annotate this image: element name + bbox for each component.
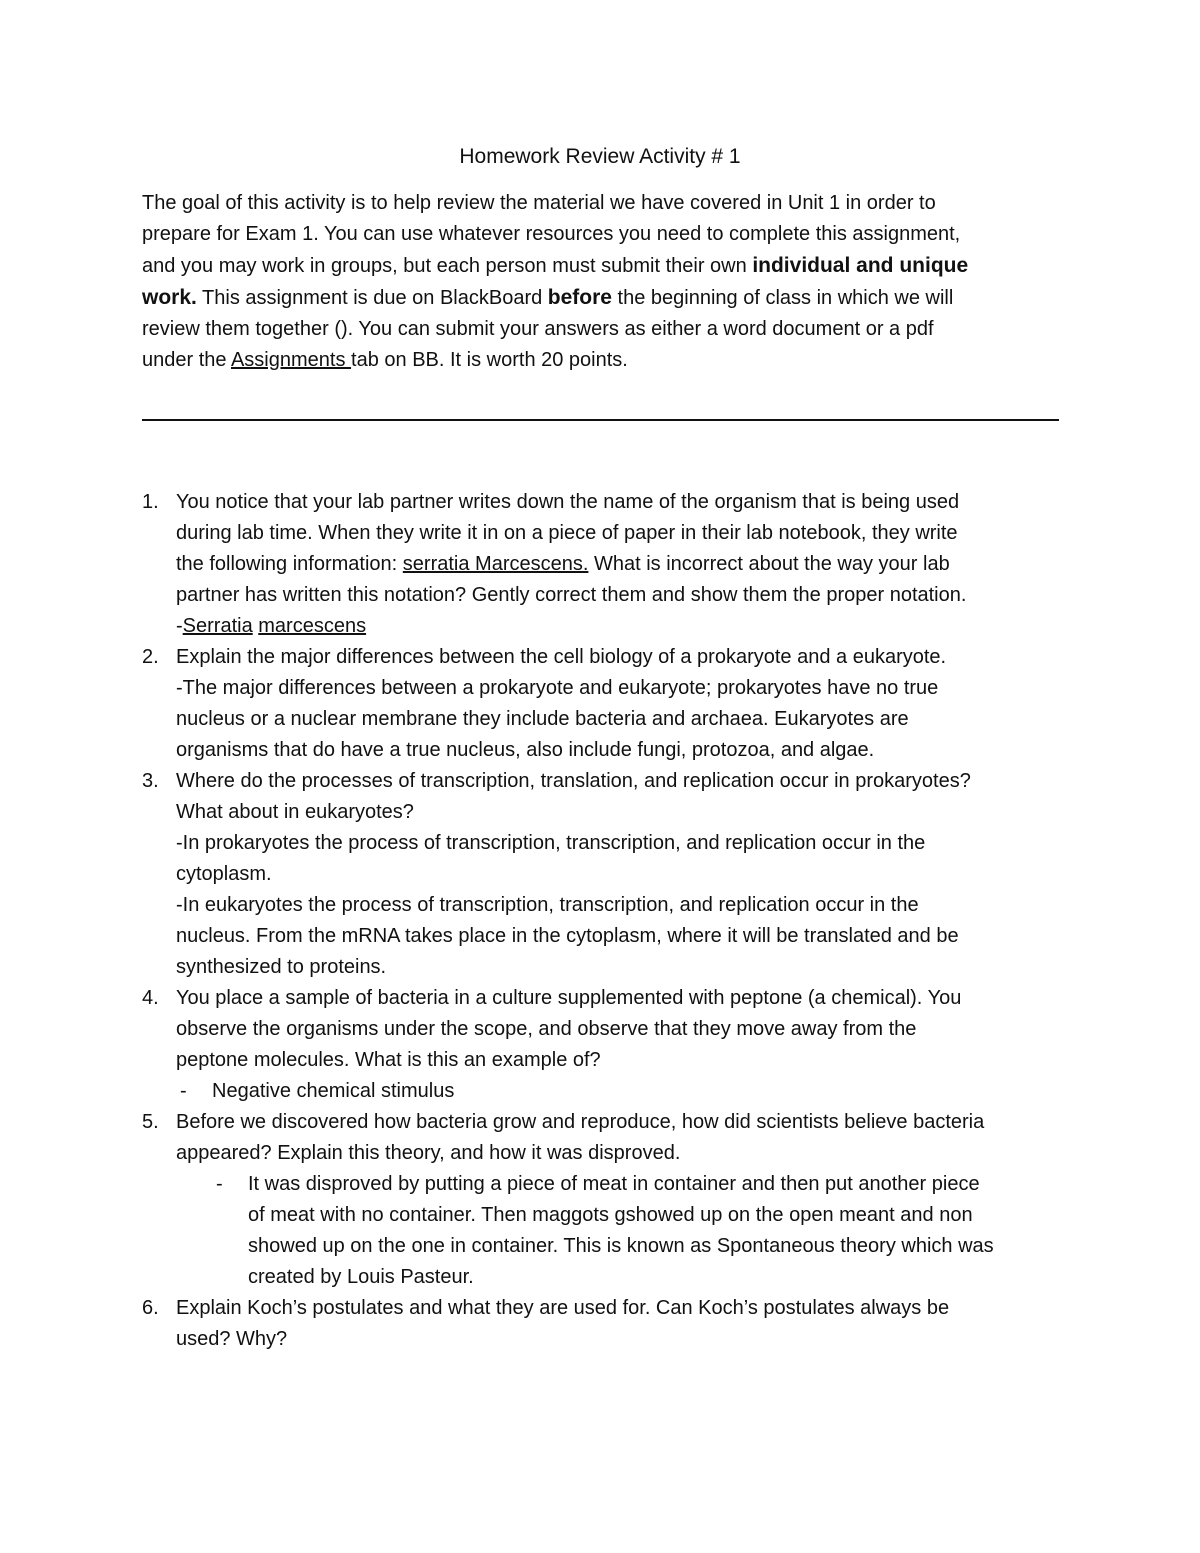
genus-name: Serratia [182, 615, 253, 637]
question-text [176, 549, 1082, 580]
intro-line [142, 188, 1062, 219]
horizontal-divider [142, 419, 1059, 421]
intro-line [142, 314, 1062, 345]
intro-line [142, 250, 1062, 282]
answer-text: of meat with no container. Then maggots gshowed up on the open meant and non [248, 1204, 973, 1226]
question-number: 6. [142, 1297, 159, 1319]
answer-dash: - [176, 615, 183, 637]
answer-text: -In prokaryotes the process of transcription, transcription, and replication occur in the [176, 832, 926, 854]
document-title: Homework Review Activity # 1 [459, 145, 741, 168]
intro-text: prepare for Exam 1. You can use whatever resources you need to complete this assignment, [142, 223, 961, 245]
intro-text: under the [142, 349, 231, 371]
answer-text: organisms that do have a true nucleus, also include fungi, protozoa, and algae. [176, 739, 875, 761]
intro-line [142, 282, 1062, 314]
question-number: 2. [142, 646, 159, 668]
answer-text: cytoplasm. [176, 863, 272, 885]
question-number: 5. [142, 1111, 159, 1133]
question-number: 1. [142, 491, 159, 513]
question-text: observe the organisms under the scope, and observe that they move away from the [176, 1018, 917, 1040]
intro-text: tab on BB. It is worth 20 points. [351, 349, 628, 371]
question-text: during lab time. When they write it in on a piece of paper in their lab notebook, they write [176, 522, 958, 544]
question-text: Explain the major differences between the cell biology of a prokaryote and a eukaryote. [176, 646, 947, 668]
question-text: used? Why? [176, 1328, 288, 1350]
answer-text: -In eukaryotes the process of transcription, transcription, and replication occur in the [176, 894, 919, 916]
question-text-span: the following information: [176, 553, 403, 575]
question-number: 3. [142, 770, 159, 792]
answer-text: created by Louis Pasteur. [248, 1266, 474, 1288]
question-3 [142, 766, 1082, 983]
intro-text: The goal of this activity is to help review the material we have covered in Unit 1 in order to [142, 192, 936, 214]
answer-text: nucleus. From the mRNA takes place in the cytoplasm, where it will be translated and be [176, 925, 959, 947]
question-list [142, 487, 1082, 1355]
intro-line [142, 219, 1062, 250]
assignments-tab-reference: Assignments [230, 349, 352, 371]
answer-text: synthesized to proteins. [176, 956, 387, 978]
question-text-span: What is incorrect about the way your lab [588, 553, 950, 575]
question-1 [142, 487, 1082, 642]
answer-text [176, 611, 1082, 642]
intro-text: the beginning of class in which we will [611, 287, 954, 309]
question-text: partner has written this notation? Gently correct them and show them the proper notation. [176, 584, 967, 606]
question-text: Explain Koch’s postulates and what they are used for. Can Koch’s postulates always be [176, 1297, 950, 1319]
question-text: appeared? Explain this theory, and how it was disproved. [176, 1142, 681, 1164]
intro-line [142, 345, 1062, 376]
intro-bold-text: work. [142, 286, 197, 309]
question-4 [142, 983, 1082, 1107]
answer-text: showed up on the one in container. This is known as Spontaneous theory which was [248, 1235, 994, 1257]
intro-text: This assignment is due on BlackBoard [196, 287, 548, 309]
question-text: Where do the processes of transcription, translation, and replication occur in prokaryotes? [176, 770, 971, 792]
intro-text: review them together (). You can submit your answers as either a word document or a pdf [142, 318, 934, 340]
question-2 [142, 642, 1082, 766]
answer-text: It was disproved by putting a piece of meat in container and then put another piece [248, 1173, 980, 1195]
answer-text: nucleus or a nuclear membrane they include bacteria and archaea. Eukaryotes are [176, 708, 909, 730]
answer-dash: - [216, 1173, 223, 1195]
answer-bullet [212, 1169, 1082, 1293]
question-text: peptone molecules. What is this an example of? [176, 1049, 601, 1071]
question-6 [142, 1293, 1082, 1355]
question-text: You place a sample of bacteria in a culture supplemented with peptone (a chemical). You [176, 987, 962, 1009]
answer-text: -The major differences between a prokaryote and eukaryote; prokaryotes have no true [176, 677, 939, 699]
answer-dash: - [180, 1080, 187, 1102]
question-number: 4. [142, 987, 159, 1009]
intro-bold-text: individual and unique [752, 254, 969, 277]
intro-paragraph [142, 188, 1062, 376]
intro-bold-text: before [547, 286, 612, 309]
organism-name-incorrect: serratia Marcescens. [402, 553, 589, 575]
question-text: Before we discovered how bacteria grow and reproduce, how did scientists believe bacteria [176, 1111, 985, 1133]
question-text: You notice that your lab partner writes down the name of the organism that is being used [176, 491, 960, 513]
species-name: marcescens [258, 615, 367, 637]
question-text: What about in eukaryotes? [176, 801, 414, 823]
answer-bullet [176, 1076, 1082, 1107]
answer-text: Negative chemical stimulus [212, 1080, 455, 1102]
question-5 [142, 1107, 1082, 1293]
intro-text: and you may work in groups, but each person must submit their own [142, 255, 753, 277]
